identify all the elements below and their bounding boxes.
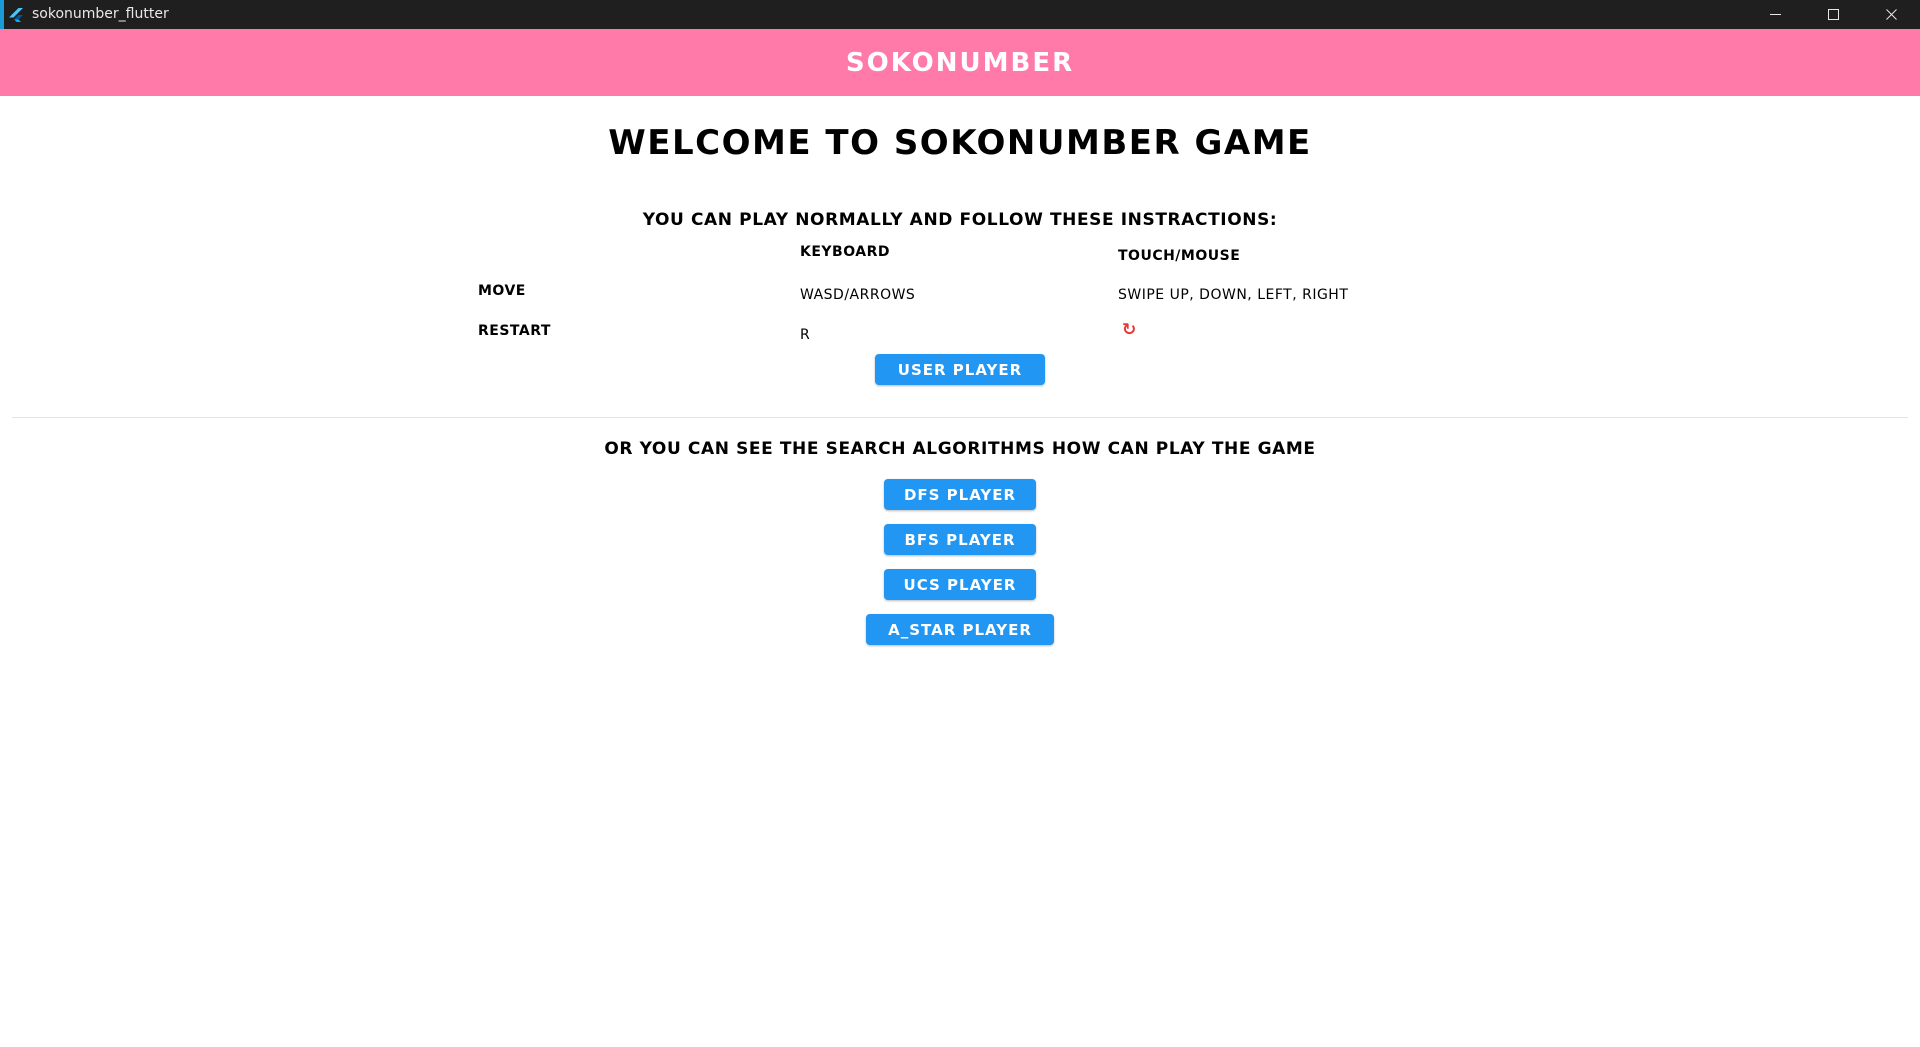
- restart-row-label: RESTART: [478, 323, 551, 339]
- maximize-icon[interactable]: [1804, 0, 1862, 29]
- title-bar-left: [0, 0, 169, 29]
- dfs-player-button[interactable]: DFS PLAYER: [884, 479, 1036, 510]
- bfs-player-button[interactable]: BFS PLAYER: [884, 524, 1036, 555]
- section-divider: [12, 417, 1908, 418]
- touch-mouse-column-header: TOUCH/MOUSE: [1118, 248, 1241, 264]
- user-player-button[interactable]: USER PLAYER: [875, 354, 1045, 385]
- page-title: WELCOME TO SOKONUMBER GAME: [608, 123, 1312, 163]
- instructions-text: YOU CAN PLAY NORMALLY AND FOLLOW THESE INSTRACTIONS:: [642, 210, 1278, 230]
- controls-table: [0, 244, 1920, 343]
- title-bar-accent: [0, 0, 4, 29]
- app-bar: [0, 29, 1920, 96]
- algorithms-subtitle: OR YOU CAN SEE THE SEARCH ALGORITHMS HOW CAN PLAY THE GAME: [604, 439, 1316, 459]
- move-touch-value: SWIPE UP, DOWN, LEFT, RIGHT: [1118, 287, 1349, 303]
- move-keyboard-value: WASD/ARROWS: [800, 287, 916, 303]
- app-bar-title: SOKONUMBER: [845, 47, 1075, 78]
- window-title: sokonumber_flutter: [32, 6, 169, 22]
- minimize-icon[interactable]: [1746, 0, 1804, 29]
- restart-icon: ↻: [1122, 320, 1137, 340]
- restart-keyboard-value: R: [800, 327, 811, 343]
- main-content: [0, 123, 1920, 1047]
- keyboard-column-header: KEYBOARD: [800, 244, 890, 260]
- window-controls: [1746, 0, 1920, 29]
- close-icon[interactable]: [1862, 0, 1920, 29]
- window-title-bar: [0, 0, 1920, 29]
- flutter-icon: [8, 7, 24, 23]
- move-row-label: MOVE: [478, 283, 526, 299]
- a-star-player-button[interactable]: A_STAR PLAYER: [866, 614, 1054, 645]
- ucs-player-button[interactable]: UCS PLAYER: [884, 569, 1036, 600]
